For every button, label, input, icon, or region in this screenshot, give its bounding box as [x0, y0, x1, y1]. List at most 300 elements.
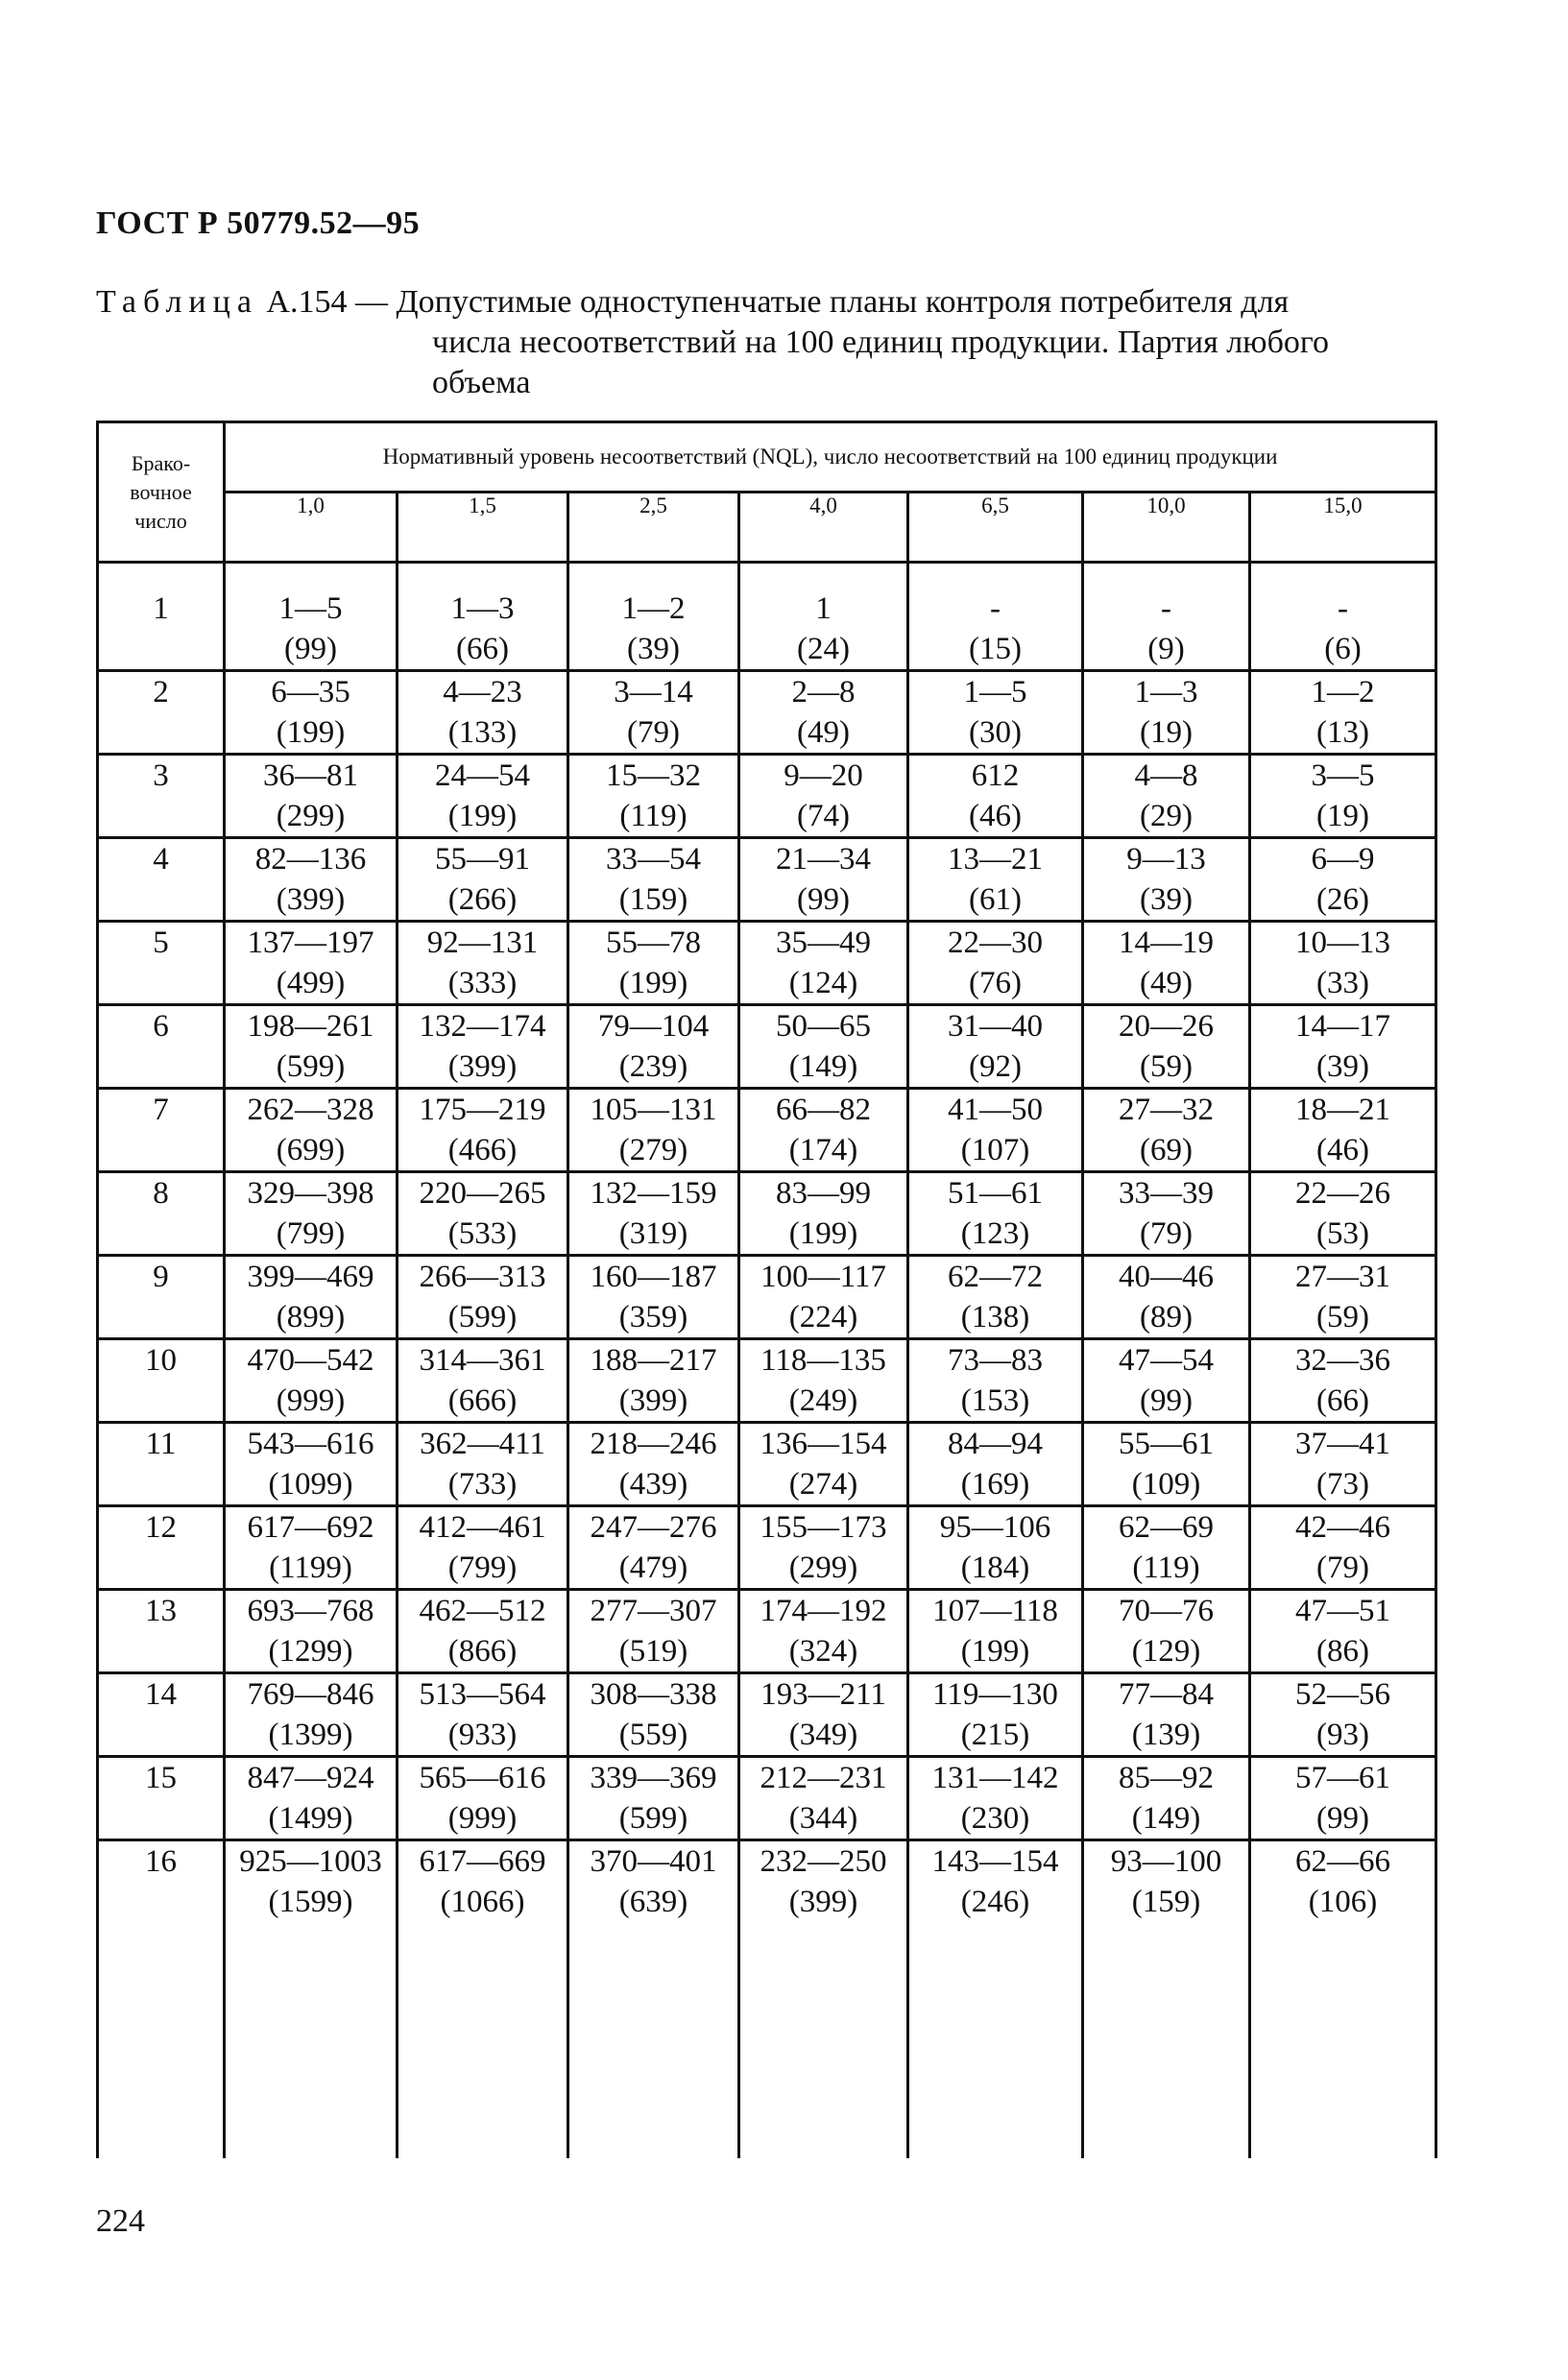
plan-cell	[739, 1506, 908, 1590]
sample-size: (1299)	[268, 1634, 353, 1669]
sample-size: (299)	[788, 1551, 858, 1585]
plan-cell	[1250, 1089, 1436, 1172]
lot-size-range: 6—9	[1311, 842, 1375, 877]
plan-cell	[1250, 671, 1436, 755]
lot-size-range: 14—19	[1119, 926, 1214, 960]
plan-cell	[568, 922, 739, 1005]
sample-size: (9)	[1147, 632, 1185, 666]
sample-size: (666)	[447, 1383, 518, 1418]
plan-cell	[1083, 1673, 1250, 1757]
lot-size-range: 362—411	[420, 1427, 545, 1461]
sample-size: (299)	[276, 799, 346, 833]
sample-size: (599)	[447, 1300, 518, 1334]
sample-size: (359)	[618, 1300, 688, 1334]
lot-size-range: 693—768	[247, 1594, 374, 1628]
sample-size: (399)	[447, 1049, 518, 1084]
rejection-number-cell: 4	[98, 838, 225, 922]
plan-cell	[398, 671, 568, 755]
table-row	[98, 1339, 1436, 1423]
lot-size-range: 925—1003	[239, 1844, 382, 1879]
rejection-number-cell: 15	[98, 1757, 225, 1840]
sample-size: (66)	[1316, 1383, 1369, 1418]
lot-size-range: 105—131	[590, 1093, 717, 1127]
lot-size-range: 155—173	[760, 1510, 887, 1545]
plan-cell	[225, 838, 398, 922]
lot-size-range: 55—61	[1119, 1427, 1214, 1461]
plan-cell	[398, 1089, 568, 1172]
plan-cell	[908, 1757, 1083, 1840]
sample-size: (266)	[447, 882, 518, 917]
rejection-number-header: Брако- вочное число	[98, 422, 225, 563]
plan-cell	[1250, 1172, 1436, 1256]
table-label: Таблица	[96, 284, 258, 320]
plan-cell	[908, 755, 1083, 838]
plan-cell	[1250, 1339, 1436, 1423]
plan-cell	[908, 1423, 1083, 1506]
nql-column-header: 15,0	[1250, 493, 1436, 563]
rejection-number-cell: 8	[98, 1172, 225, 1256]
sample-size: (119)	[1132, 1551, 1200, 1585]
plan-cell	[225, 671, 398, 755]
sample-size: (466)	[447, 1133, 518, 1167]
sample-size: (30)	[969, 715, 1022, 750]
sample-size: (6)	[1324, 632, 1362, 666]
sample-size: (133)	[447, 715, 518, 750]
plan-cell	[1250, 1840, 1436, 1923]
plan-cell	[1250, 1590, 1436, 1673]
plan-cell	[1250, 589, 1436, 671]
lot-size-range: 22—26	[1295, 1176, 1391, 1211]
sample-size: (230)	[960, 1801, 1030, 1836]
lot-size-range: 513—564	[419, 1677, 546, 1712]
lot-size-range: 220—265	[419, 1176, 546, 1211]
plan-cell	[398, 1005, 568, 1089]
lot-size-range: 277—307	[590, 1594, 717, 1628]
plan-cell	[568, 1172, 739, 1256]
sample-size: (279)	[618, 1133, 688, 1167]
sample-size: (153)	[960, 1383, 1030, 1418]
plan-cell	[739, 1172, 908, 1256]
lot-size-range: 93—100	[1110, 1844, 1222, 1879]
lot-size-range: 20—26	[1119, 1009, 1214, 1044]
plan-cell	[225, 1840, 398, 1923]
table-row	[98, 1673, 1436, 1757]
plan-cell	[908, 1089, 1083, 1172]
plan-cell	[739, 1673, 908, 1757]
plan-cell	[739, 1423, 908, 1506]
rejection-number-cell: 16	[98, 1840, 225, 1923]
nql-column-header: 1,0	[225, 493, 398, 563]
table-caption-line3: объема	[432, 365, 531, 400]
plan-cell	[1083, 1423, 1250, 1506]
sample-size: (159)	[618, 882, 688, 917]
plan-cell	[398, 1172, 568, 1256]
lot-size-range: 22—30	[948, 926, 1043, 960]
sample-size: (324)	[788, 1634, 858, 1669]
lot-size-range: 9—13	[1126, 842, 1206, 877]
lot-size-range: 399—469	[247, 1260, 374, 1294]
lot-size-range: 55—91	[435, 842, 530, 877]
sample-size: (559)	[618, 1718, 688, 1752]
lot-size-range: 137—197	[247, 926, 374, 960]
plan-cell	[225, 1506, 398, 1590]
lot-size-range: 33—54	[606, 842, 701, 877]
plan-cell	[1083, 1757, 1250, 1840]
plan-cell	[225, 1590, 398, 1673]
sample-size: (399)	[618, 1383, 688, 1418]
lot-size-range: 10—13	[1295, 926, 1391, 960]
lot-size-range: 617—669	[419, 1844, 546, 1879]
plan-cell	[908, 671, 1083, 755]
table-row	[98, 1089, 1436, 1172]
sample-size: (138)	[960, 1300, 1030, 1334]
plan-cell	[568, 1590, 739, 1673]
plan-cell	[908, 1673, 1083, 1757]
plan-cell	[1083, 1506, 1250, 1590]
sample-size: (533)	[447, 1216, 518, 1251]
sample-size: (99)	[284, 632, 337, 666]
sample-size: (215)	[960, 1718, 1030, 1752]
sample-size: (599)	[276, 1049, 346, 1084]
sample-size: (399)	[276, 882, 346, 917]
lot-size-range: 314—361	[419, 1343, 546, 1378]
sample-size: (13)	[1316, 715, 1369, 750]
sample-size: (49)	[797, 715, 850, 750]
lot-size-range: 1—3	[1134, 675, 1198, 709]
sample-size: (639)	[618, 1885, 688, 1919]
lot-size-range: 329—398	[247, 1176, 374, 1211]
plan-cell	[398, 838, 568, 922]
plan-cell	[1250, 1423, 1436, 1506]
lot-size-range: 40—46	[1119, 1260, 1214, 1294]
rejection-number-cell: 9	[98, 1256, 225, 1339]
table-caption-line1: А.154 — Допустимые одноступенчатые планы контроля потребителя для	[266, 284, 1290, 320]
lot-size-range: 47—51	[1295, 1594, 1391, 1628]
rejection-number-cell: 2	[98, 671, 225, 755]
plan-cell	[1083, 1005, 1250, 1089]
lot-size-range: 50—65	[776, 1009, 871, 1044]
plan-cell	[1250, 922, 1436, 1005]
plan-cell	[739, 1757, 908, 1840]
lot-size-range: 73—83	[948, 1343, 1043, 1378]
plan-cell	[908, 1590, 1083, 1673]
plan-cell	[739, 755, 908, 838]
plan-cell	[908, 1339, 1083, 1423]
nql-column-header: 4,0	[739, 493, 908, 563]
lot-size-range: 4—23	[443, 675, 522, 709]
plan-cell	[1250, 1757, 1436, 1840]
sample-size: (699)	[276, 1133, 346, 1167]
plan-cell	[568, 589, 739, 671]
lot-size-range: 15—32	[606, 758, 701, 793]
sample-size: (89)	[1140, 1300, 1193, 1334]
lot-size-range: 85—92	[1119, 1761, 1214, 1795]
rejection-number-cell: 12	[98, 1506, 225, 1590]
lot-size-range: 339—369	[590, 1761, 717, 1795]
sample-size: (799)	[276, 1216, 346, 1251]
nql-column-header: 10,0	[1083, 493, 1250, 563]
lot-size-range: 32—36	[1295, 1343, 1391, 1378]
lot-size-range: 62—72	[948, 1260, 1043, 1294]
lot-size-range: 27—31	[1295, 1260, 1391, 1294]
lot-size-range: 83—99	[776, 1176, 871, 1211]
sample-size: (499)	[276, 966, 346, 1000]
plan-cell	[568, 1005, 739, 1089]
lot-size-range: 370—401	[590, 1844, 717, 1879]
lot-size-range: 3—5	[1311, 758, 1375, 793]
nql-span-header: Нормативный уровень несоответствий (NQL), число несоответствий на 100 единиц продукции	[225, 422, 1436, 493]
sample-size: (149)	[788, 1049, 858, 1084]
sample-size: (246)	[960, 1885, 1030, 1919]
sample-size: (174)	[788, 1133, 858, 1167]
lot-size-range: 175—219	[419, 1093, 546, 1127]
plan-cell	[398, 1673, 568, 1757]
sample-size: (1199)	[269, 1551, 352, 1585]
sample-size: (799)	[447, 1551, 518, 1585]
lot-size-range: -	[990, 591, 1001, 626]
sample-size: (46)	[969, 799, 1022, 833]
sample-size: (39)	[1316, 1049, 1369, 1084]
lot-size-range: 131—142	[931, 1761, 1059, 1795]
lot-size-range: 21—34	[776, 842, 871, 877]
plan-cell	[739, 922, 908, 1005]
plan-cell	[568, 838, 739, 922]
sample-size: (319)	[618, 1216, 688, 1251]
lot-size-range: 218—246	[590, 1427, 717, 1461]
rejection-number-cell: 13	[98, 1590, 225, 1673]
sample-size: (933)	[447, 1718, 518, 1752]
plan-cell	[568, 755, 739, 838]
lot-size-range: -	[1338, 591, 1349, 626]
lot-size-range: 193—211	[760, 1677, 886, 1712]
lot-size-range: 118—135	[760, 1343, 886, 1378]
plan-cell	[398, 1757, 568, 1840]
plan-cell	[908, 1506, 1083, 1590]
rejection-number-cell: 3	[98, 755, 225, 838]
plan-cell	[908, 1005, 1083, 1089]
lot-size-range: 143—154	[931, 1844, 1059, 1879]
lot-size-range: 62—69	[1119, 1510, 1214, 1545]
plan-cell	[225, 1172, 398, 1256]
sample-size: (1599)	[268, 1885, 353, 1919]
table-row	[98, 1506, 1436, 1590]
plan-cell	[908, 922, 1083, 1005]
table-row	[98, 838, 1436, 922]
lot-size-range: 92—131	[426, 926, 539, 960]
lot-size-range: 1	[815, 591, 832, 626]
plan-cell	[568, 1339, 739, 1423]
sample-size: (79)	[627, 715, 680, 750]
plan-cell	[1083, 1840, 1250, 1923]
lot-size-range: 4—8	[1134, 758, 1198, 793]
sample-size: (79)	[1140, 1216, 1193, 1251]
sample-size: (46)	[1316, 1133, 1369, 1167]
sample-size: (15)	[969, 632, 1022, 666]
sample-size: (184)	[960, 1551, 1030, 1585]
table-row	[98, 922, 1436, 1005]
plan-cell	[398, 1339, 568, 1423]
rejection-number-cell: 14	[98, 1673, 225, 1757]
sample-size: (107)	[960, 1133, 1030, 1167]
sample-size: (1099)	[268, 1467, 353, 1502]
lot-size-range: 198—261	[247, 1009, 374, 1044]
plan-cell	[1083, 1339, 1250, 1423]
sample-size: (349)	[788, 1718, 858, 1752]
sample-size: (333)	[447, 966, 518, 1000]
sample-size: (199)	[788, 1216, 858, 1251]
plan-cell	[225, 1005, 398, 1089]
lot-size-range: 160—187	[590, 1260, 717, 1294]
sample-size: (124)	[788, 966, 858, 1000]
lot-size-range: 412—461	[419, 1510, 546, 1545]
table-row	[98, 1590, 1436, 1673]
table-row	[98, 1423, 1436, 1506]
plan-cell	[739, 589, 908, 671]
sample-size: (199)	[618, 966, 688, 1000]
sample-size: (33)	[1316, 966, 1369, 1000]
plan-cell	[1083, 922, 1250, 1005]
lot-size-range: 247—276	[590, 1510, 717, 1545]
table-row	[98, 1840, 1436, 1923]
rejection-number-cell: 10	[98, 1339, 225, 1423]
table-row	[98, 671, 1436, 755]
lot-size-range: 1—2	[621, 591, 686, 626]
plan-cell	[225, 1423, 398, 1506]
plan-cell	[398, 922, 568, 1005]
plan-cell	[225, 1673, 398, 1757]
sample-size: (99)	[1140, 1383, 1193, 1418]
plan-cell	[568, 1757, 739, 1840]
plan-cell	[225, 1757, 398, 1840]
rejection-number-cell: 6	[98, 1005, 225, 1089]
sample-size: (19)	[1316, 799, 1369, 833]
sample-size: (24)	[797, 632, 850, 666]
nql-column-header: 1,5	[398, 493, 568, 563]
lot-size-range: 470—542	[247, 1343, 374, 1378]
table-row	[98, 755, 1436, 838]
sample-size: (119)	[619, 799, 688, 833]
lot-size-range: 70—76	[1119, 1594, 1214, 1628]
sample-size: (106)	[1308, 1885, 1378, 1919]
sample-size: (249)	[788, 1383, 858, 1418]
lot-size-range: 308—338	[590, 1677, 717, 1712]
plan-cell	[398, 1840, 568, 1923]
lot-size-range: 188—217	[590, 1343, 717, 1378]
sample-size: (866)	[447, 1634, 518, 1669]
plan-cell	[739, 1089, 908, 1172]
lot-size-range: 82—136	[254, 842, 367, 877]
sample-size: (519)	[618, 1634, 688, 1669]
plan-cell	[1083, 1172, 1250, 1256]
document-title: ГОСТ Р 50779.52—95	[96, 205, 421, 241]
lot-size-range: 77—84	[1119, 1677, 1214, 1712]
plan-cell	[225, 755, 398, 838]
lot-size-range: 95—106	[939, 1510, 1051, 1545]
sample-size: (86)	[1316, 1634, 1369, 1669]
sample-size: (76)	[969, 966, 1022, 1000]
sample-size: (599)	[618, 1801, 688, 1836]
plan-cell	[398, 1590, 568, 1673]
sample-size: (53)	[1316, 1216, 1369, 1251]
plan-cell	[739, 1005, 908, 1089]
plan-cell	[908, 1840, 1083, 1923]
lot-size-range: 212—231	[760, 1761, 887, 1795]
table-row	[98, 589, 1436, 671]
lot-size-range: 6—35	[271, 675, 350, 709]
sample-size: (74)	[797, 799, 850, 833]
plan-cell	[398, 755, 568, 838]
plan-cell	[398, 1506, 568, 1590]
table-caption	[96, 282, 1440, 403]
sample-size: (1499)	[268, 1801, 353, 1836]
plan-cell	[739, 1256, 908, 1339]
lot-size-range: 62—66	[1295, 1844, 1391, 1879]
lot-size-range: 36—81	[263, 758, 358, 793]
sample-size: (344)	[788, 1801, 858, 1836]
lot-size-range: 132—174	[419, 1009, 546, 1044]
lot-size-range: 3—14	[614, 675, 693, 709]
lot-size-range: 2—8	[791, 675, 856, 709]
plan-cell	[1083, 671, 1250, 755]
lot-size-range: 1—3	[450, 591, 515, 626]
lot-size-range: 79—104	[597, 1009, 710, 1044]
lot-size-range: 847—924	[247, 1761, 374, 1795]
sample-size: (439)	[618, 1467, 688, 1502]
plan-cell	[739, 671, 908, 755]
lot-size-range: 33—39	[1119, 1176, 1214, 1211]
sample-size: (224)	[788, 1300, 858, 1334]
plan-cell	[1083, 1256, 1250, 1339]
lot-size-range: 565—616	[419, 1761, 546, 1795]
plan-cell	[225, 1339, 398, 1423]
plan-cell	[739, 1339, 908, 1423]
plan-cell	[1250, 1005, 1436, 1089]
sample-size: (73)	[1316, 1467, 1369, 1502]
sample-size: (59)	[1140, 1049, 1193, 1084]
rejection-number-cell: 11	[98, 1423, 225, 1506]
sample-size: (999)	[276, 1383, 346, 1418]
sampling-plan-table	[96, 421, 1437, 2158]
sample-size: (159)	[1131, 1885, 1201, 1919]
lot-size-range: 119—130	[932, 1677, 1058, 1712]
table-caption-line2: числа несоответствий на 100 единиц продукции. Партия любого	[432, 325, 1329, 360]
plan-cell	[1250, 1673, 1436, 1757]
sample-size: (149)	[1131, 1801, 1201, 1836]
lot-size-range: 462—512	[419, 1594, 546, 1628]
lot-size-range: 262—328	[247, 1093, 374, 1127]
lot-size-range: 47—54	[1119, 1343, 1214, 1378]
sample-size: (59)	[1316, 1300, 1369, 1334]
plan-cell	[1083, 1089, 1250, 1172]
plan-cell	[568, 1673, 739, 1757]
plan-cell	[398, 1423, 568, 1506]
plan-cell	[739, 1590, 908, 1673]
sample-size: (999)	[447, 1801, 518, 1836]
sample-size: (66)	[456, 632, 509, 666]
lot-size-range: 27—32	[1119, 1093, 1214, 1127]
sample-size: (199)	[276, 715, 346, 750]
sample-size: (123)	[960, 1216, 1030, 1251]
sample-size: (99)	[797, 882, 850, 917]
sample-size: (199)	[447, 799, 518, 833]
lot-size-range: 132—159	[590, 1176, 717, 1211]
plan-cell	[908, 1256, 1083, 1339]
sample-size: (61)	[969, 882, 1022, 917]
lot-size-range: 18—21	[1295, 1093, 1391, 1127]
lot-size-range: 266—313	[419, 1260, 546, 1294]
lot-size-range: 100—117	[760, 1260, 886, 1294]
rejection-number-cell: 5	[98, 922, 225, 1005]
